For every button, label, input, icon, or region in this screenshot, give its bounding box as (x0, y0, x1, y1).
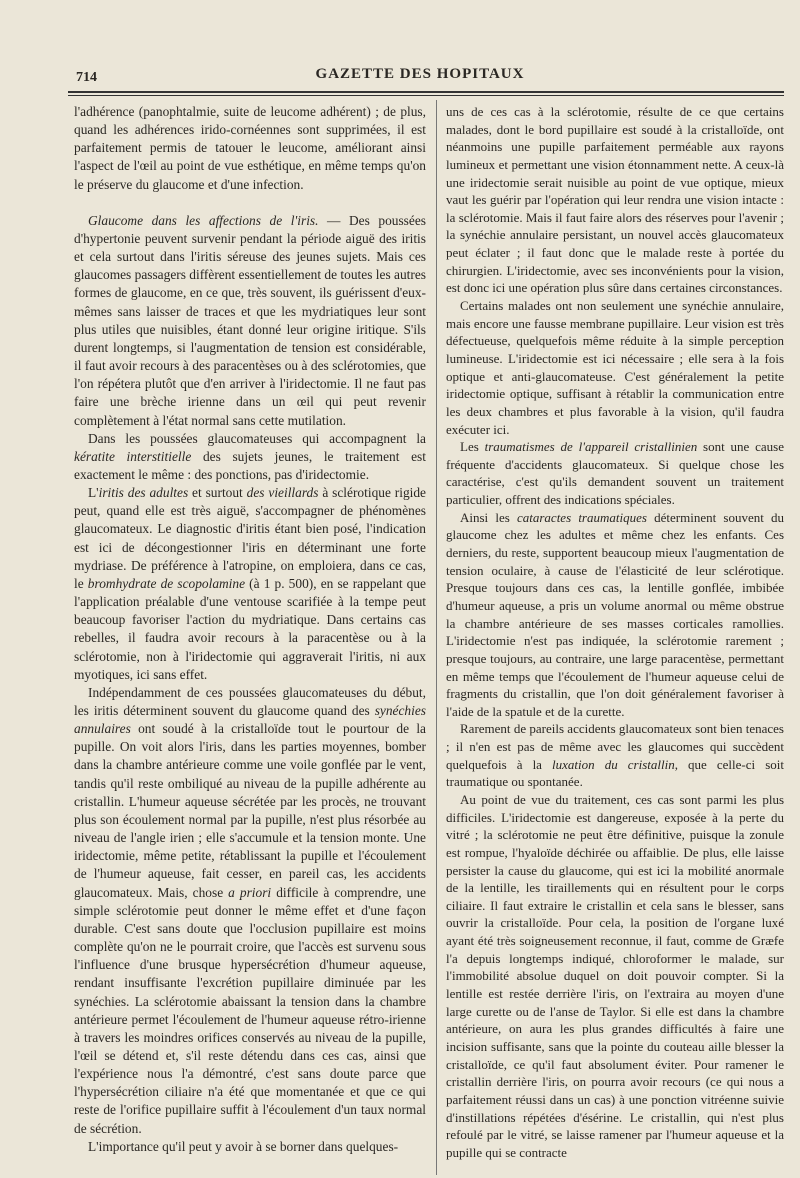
paragraph: L'importance qu'il peut y avoir à se borner dans quelques- (88, 1138, 399, 1154)
header-rule-thick (68, 91, 784, 93)
page-header (58, 62, 782, 88)
section-heading: Glaucome dans les affections de l'iris. (88, 212, 319, 228)
paragraph: Glaucome dans les affections de l'iris. — Des poussées d'hypertonie peuvent survenir pendant la période aiguë des iritis et cela surtout dans l'iritis séreuse des jeunes sujets. Mais ces glaucomes passagers diffèrent essentiellement de toutes les autres formes de glaucome, en ce que, très souvent, ils guérissent d'eux-mêmes sans laisser de traces et que les mydriatiques leur sont plus utiles que nuisibles, étant donné leur origine iritique. S'ils durent longtemps, si l'augmentation de tension est considérable, il faut avoir recours à des paracentèses ou à des sclérotomies, que l'on répétera plutôt que d'en arriver à l'iridectomie. Il ne faut pas faire une brèche irienne dans un œil qui peut revenir complètement à l'état normal sans cette mutilation. (74, 212, 426, 428)
right-column (446, 103, 784, 1161)
paragraph: L'iritis des adultes et surtout des vieillards à sclérotique rigide peut, quand elle est très aiguë, s'accompagner de phénomènes glaucomateux. Le diagnostic d'iritis étant bien posé, l'indication est ici de décongestionner l'iris en déterminant une forte mydriase. De préférence à l'atropine, on emploiera, dans ce cas, le bromhydrate de scopolamine (à 1 p. 500), en se rappelant que l'application préalable d'une ventouse scarifiée à la tempe peut beaucoup favoriser l'action du mydriatique. Dans certains cas rebelles, il faudra avoir recours à la paracentèse ou à la sclérotomie, non à l'iridectomie qui aggraverait l'iritis, ni aux myotiques, ici sans effet. (74, 485, 427, 682)
paragraph: Certains malades ont non seulement une synéchie annulaire, mais encore une fausse membrane pupillaire. Leur vision est très défectueuse, quelquefois même réduite à la simple perception lumineuse. L'iridectomie est ici nécessaire ; elle sera à la fois optique et anti-glaucomateuse. C'est généralement la petite iridectomie optique, suffisant à rétablir la communication entre les deux chambres et plus favorable à la vision, qu'il faudra exécuter ici. (446, 298, 784, 437)
paragraph: Les traumatismes de l'appareil cristallinien sont une cause fréquente d'accidents glaucomateux. Si quelque chose les caractérise, c'est qu'ils demandent souvent un traitement particulier, offrent des indications spéciales. (446, 439, 785, 508)
paragraph: uns de ces cas à la sclérotomie, résulte de ce que certains malades, dont le bord pupillaire est soudé à la cristalloïde, ont néanmoins une pupille parfaitement perméable aux rayons lumineux et permettant une vision étonnamment nette. A ceux-là une iridectomie serait nuisible au point de vue optique, mieux vaut les guérir par l'opération qui leur rendra une vision intacte : la sclérotomie. Mais il faut faire alors des réserves pour l'avenir ; la synéchie annulaire persistant, un nouvel accès glaucomateux peut éclater ; il faut donc que le malade reste à portée du chirurgien. L'iridectomie, avec ses inconvénients pour la vision, est donc ici une opération plus sûre dans certaines circonstances. (446, 104, 784, 296)
paragraph: Dans les poussées glaucomateuses qui accompagnent la kératite interstitielle des sujets jeunes, le traitement est exactement le même : des ponctions, pas d'iridectomie. (74, 430, 426, 482)
paragraph: Ainsi les cataractes traumatiques déterminent souvent du glaucome chez les adultes et même chez les enfants. Ces derniers, du reste, supportent beaucoup mieux l'augmentation de tension oculaire, à cause de l'élasticité de leur sclérotique. Presque toujours dans ces cas, la lentille gonflée, imbibée d'humeur aqueuse, a pris un volume anormal ou même obstrue la chambre antérieure de ses masses corticales ramollies. L'iridectomie n'est pas indiquée, la sclérotomie rarement ; presque toujours, au contraire, une large paracentèse, permettant en même temps que l'écoulement de l'humeur aqueuse celui de fragments du cristallin, que l'on doit généralement favoriser à l'aide de la spatule et de la curette. (446, 509, 785, 719)
page-number: 714 (76, 70, 97, 85)
header-rule-thin (68, 95, 784, 96)
column-divider (436, 100, 437, 1175)
paragraph: l'adhérence (panophtalmie, suite de leucome adhérent) ; de plus, quand les adhérences irido-cornéennes sont supprimées, il est parfaitement permis de tatouer le leucome, améliorant ainsi l'aspect de l'œil au point de vue esthétique, en même temps qu'on le préserve du glaucome et d'une infection. (74, 104, 426, 192)
paragraph: Indépendamment de ces poussées glaucomateuses du début, les iritis déterminent souvent du glaucome quand des synéchies annulaires ont soudé à la cristalloïde tout le pourtour de la pupille. On voit alors l'iris, dans les parties moyennes, bomber dans la chambre antérieure comme une voile gonflée par le vent, tandis qu'il reste ombiliqué au niveau de la pupille adhérente au cristallin. L'humeur aqueuse sécrétée par les procès, ne trouvant plus son écoulement normal par la pupille, n'est plus résorbée au niveau de l'angle irien ; elle s'accumule et la tension monte. Une iridectomie, même petite, rétablissant la pupille et l'écoulement de l'humeur aqueuse, fait cesser, en pareil cas, les accidents glaucomateux. Mais, chose a priori difficile à comprendre, une simple sclérotomie peut donner le même effet et d'une façon durable. C'est sans doute que l'occlusion pupillaire est moins complète qu'on ne le pourrait croire, que l'accès est survenu sous l'influence d'une brusque hypersécrétion d'humeur aqueuse, rendant insuffisante l'excrétion pupillaire diminuée par les synéchies. La sclérotomie abaissant la tension dans la chambre antérieure permet l'écoulement de l'humeur aqueuse rétro-irienne à travers les moindres orifices conservés au niveau de la pupille, l'œil se détend et, s'il reste détendu dans ces cas, ainsi que l'expérience nous l'a démontré, c'est sans doute parce que l'hypersécrétion ciliaire n'a été que momentanée et que ce qui reste de l'orifice pupillaire suffit à l'écoulement d'un taux normal de sécrétion. (74, 684, 426, 1136)
paragraph: Rarement de pareils accidents glaucomateux sont bien tenaces ; il n'en est pas de même avec les glaucomes qui succèdent quelquefois à la luxation du cristallin, que celle-ci soit traumatique ou spontanée. (446, 721, 784, 790)
journal-title: GAZETTE DES HOPITAUX (315, 66, 525, 82)
paragraph: Au point de vue du traitement, ces cas sont parmi les plus difficiles. L'iridectomie est dangereuse, exposée à la perte du vitré ; la sclérotomie ne peut être définitive, puisque la zonule est rompue, l'hyaloïde déchirée ou affaiblie. De plus, elle laisse persister la cause du glaucome, qui est ici la mobilité anormale de la lentille, les tiraillements qui en résultent pour le corps ciliaire. Il faut extraire le cristallin et cela sans le blesser, sans ouvrir la cristalloïde. Pour cela, la position de l'organe luxé ayant été très soigneusement reconnue, il faut, comme de Græfe l'a depuis longtemps indiqué, chloroformer le malade, sur l'immobilité absolue duquel on doit pouvoir compter. Si la lentille est restée derrière l'iris, on l'extraira au moyen d'une large curette ou de l'anse de Taylor. Si elle est dans la chambre antérieure, on aura les plus grandes difficultés à faire une incision suffisante, sans que la pointe du couteau aille blesser la cristalloïde, ce qu'il faut absolument éviter. Pour ramener le cristallin derrière l'iris, on pourra avoir recours (ce qui nous a parfaitement réussi dans un cas) à une ponction vitréenne suivie d'instillations répétées d'ésérine. Le cristallin, qui n'est plus refoulé par le vitré, se laisse ramener par l'humeur aqueuse et la pupille qui se contracte (446, 791, 784, 1160)
left-column (74, 103, 426, 1156)
